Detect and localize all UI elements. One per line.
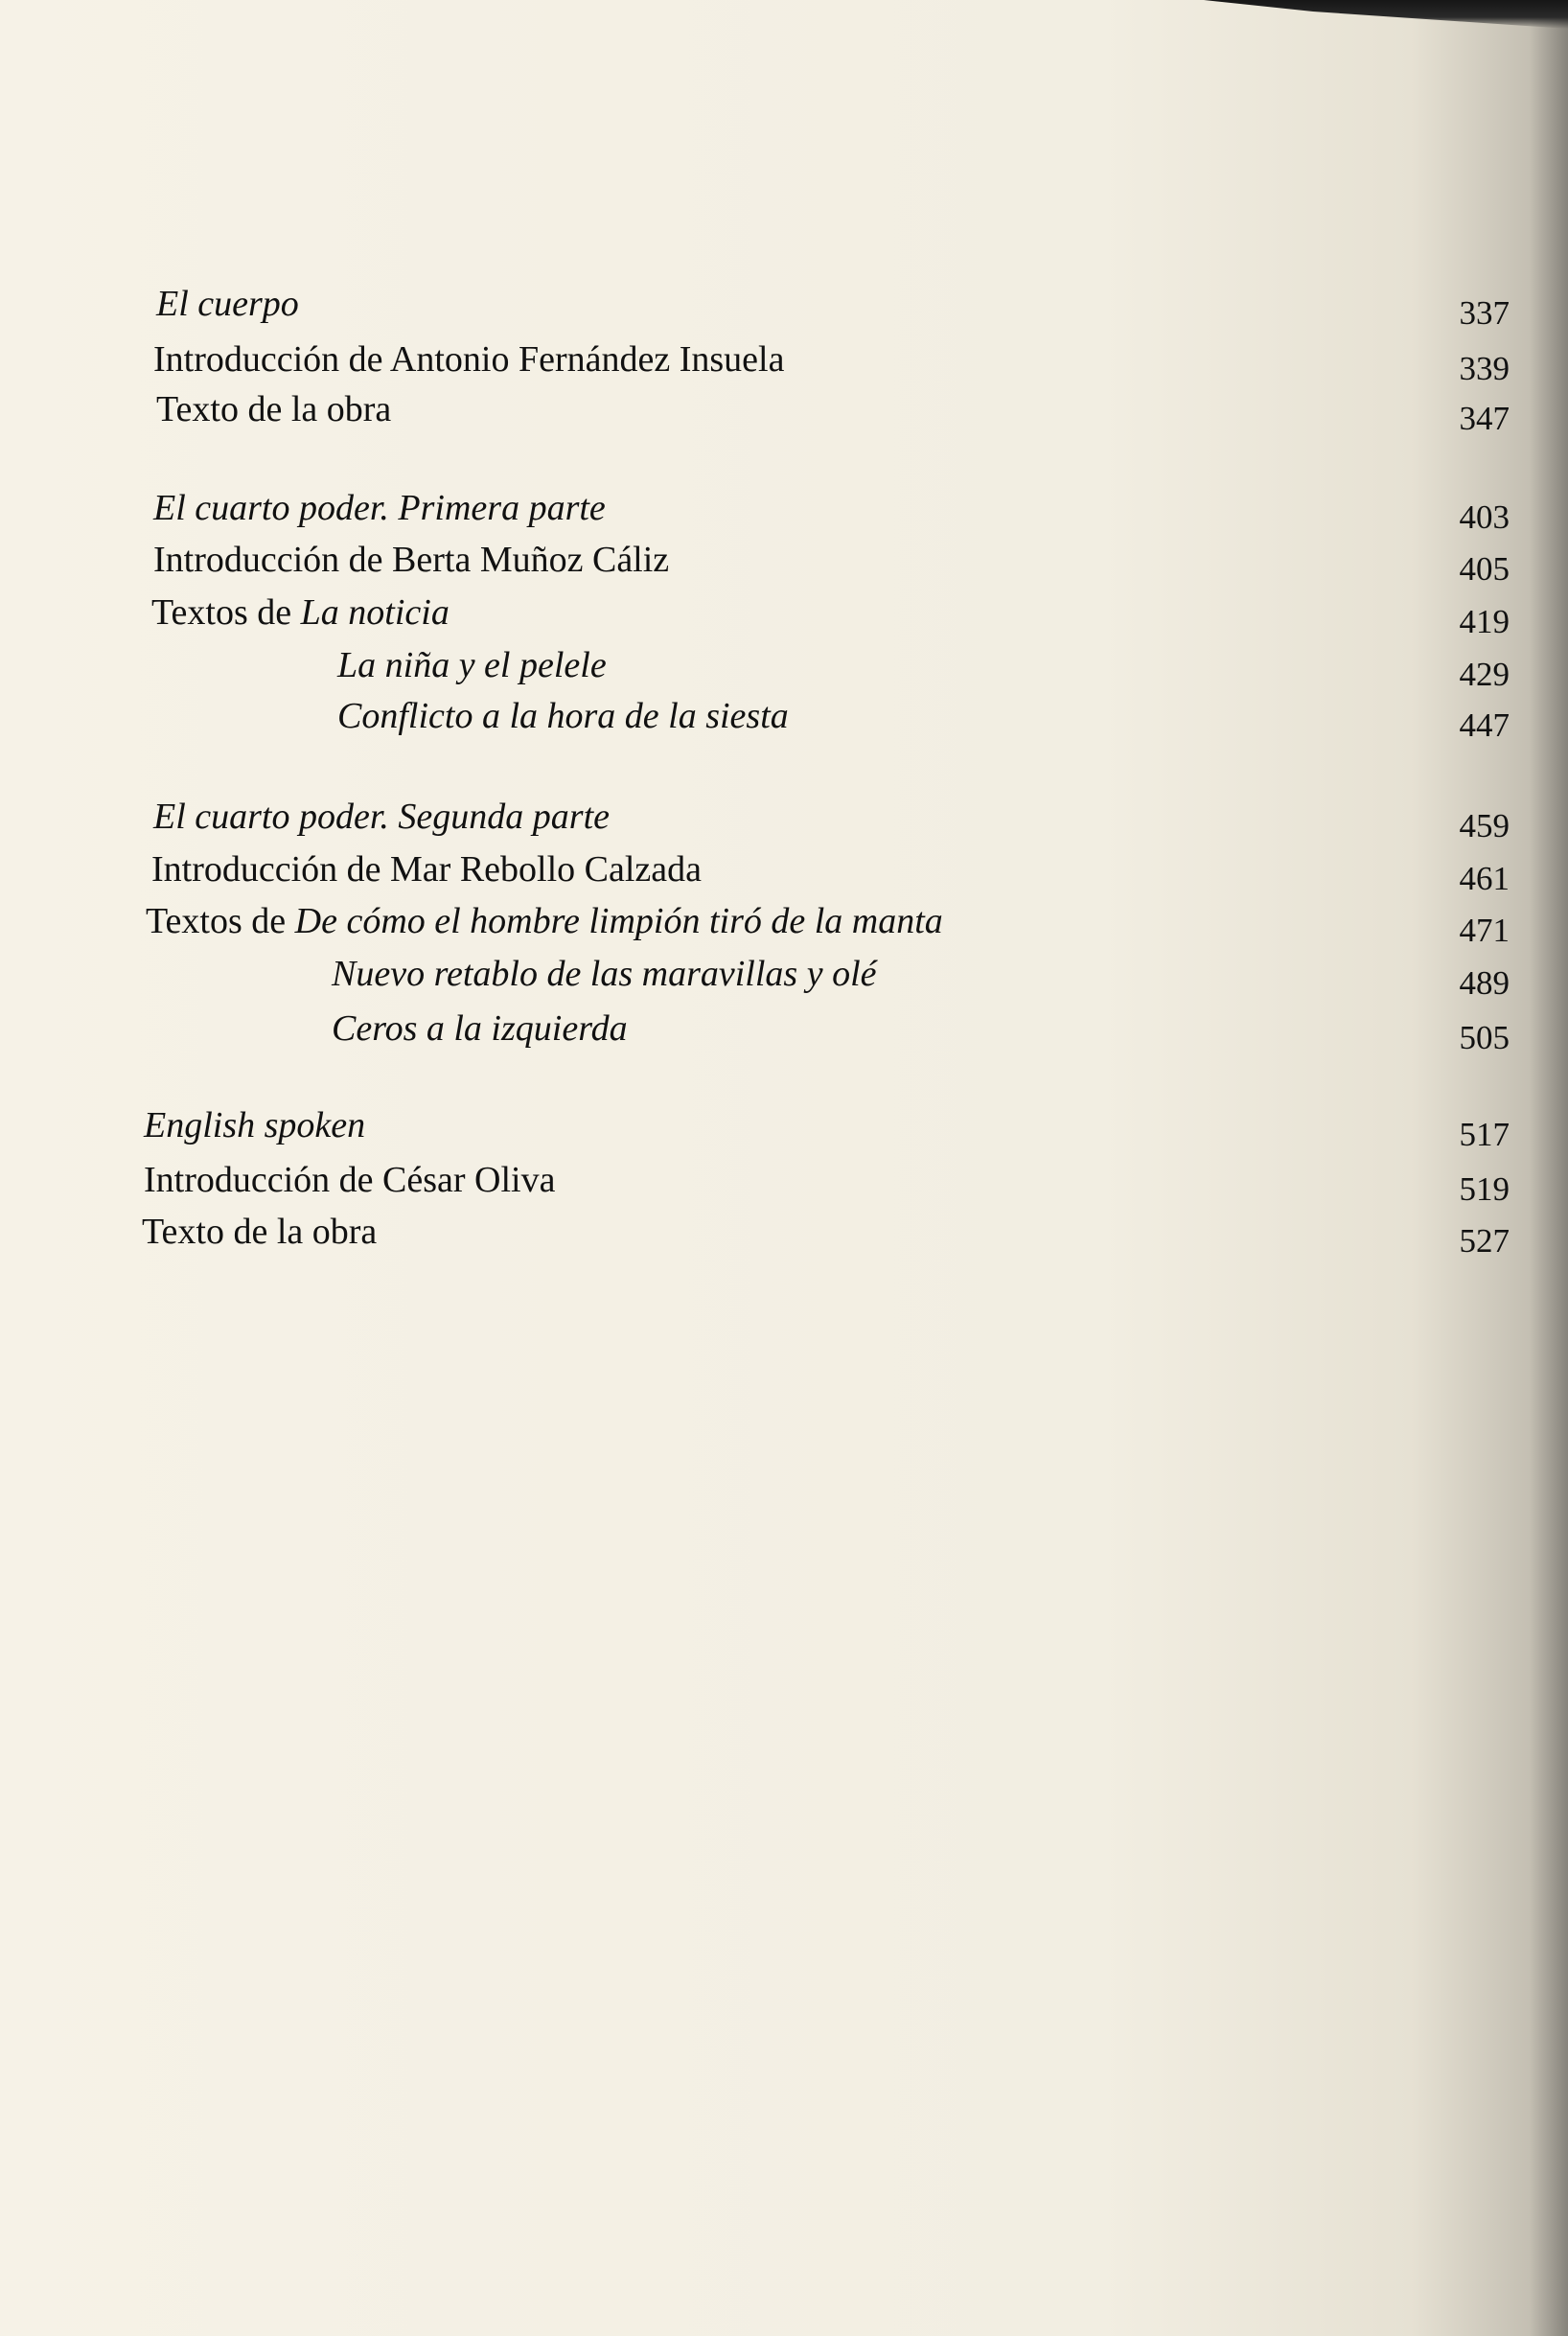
toc-entry-page-number: 461 bbox=[1459, 860, 1510, 897]
toc-entry-title bbox=[153, 482, 606, 534]
toc-title-part: Introducción de Mar Rebollo Calzada bbox=[151, 849, 703, 890]
toc-title-italic-part: La noticia bbox=[300, 592, 450, 633]
toc-entry bbox=[0, 534, 1514, 586]
toc-entry-page-number: 403 bbox=[1459, 498, 1510, 536]
toc-entry bbox=[0, 1206, 1514, 1258]
toc-entry-page-number: 505 bbox=[1459, 1019, 1510, 1056]
toc-title-italic-part: El cuarto poder. Primera parte bbox=[153, 488, 606, 528]
toc-entry-title bbox=[153, 334, 784, 385]
toc-entry bbox=[0, 1154, 1514, 1206]
toc-entry-title bbox=[142, 1206, 377, 1258]
toc-entry bbox=[0, 587, 1514, 638]
toc-entry bbox=[0, 895, 1514, 947]
toc-entry bbox=[0, 383, 1514, 435]
toc-entry-page-number: 447 bbox=[1459, 706, 1510, 744]
toc-entry-page-number: 517 bbox=[1459, 1116, 1510, 1153]
toc-entry-page-number: 337 bbox=[1459, 294, 1510, 332]
toc-entry-title bbox=[153, 534, 669, 586]
toc-entry bbox=[0, 639, 1514, 691]
toc-title-italic-part: English spoken bbox=[144, 1105, 366, 1145]
toc-entry bbox=[0, 482, 1514, 534]
toc-entry-page-number: 419 bbox=[1459, 603, 1510, 640]
toc-title-part: Texto de la obra bbox=[142, 1212, 378, 1252]
toc-entry-page-number: 429 bbox=[1459, 656, 1510, 693]
toc-entry bbox=[0, 791, 1514, 843]
toc-entry-page-number: 459 bbox=[1459, 807, 1510, 844]
toc-entry-title bbox=[146, 895, 943, 947]
toc-entry-title bbox=[332, 948, 877, 1000]
toc-entry-page-number: 347 bbox=[1459, 400, 1510, 437]
toc-entry-title bbox=[337, 639, 607, 691]
toc-title-part: Texto de la obra bbox=[156, 389, 392, 429]
toc-entry-title bbox=[337, 690, 789, 742]
toc-title-part: Textos de bbox=[146, 901, 295, 941]
toc-title-part: Introducción de Antonio Fernández Insuela bbox=[153, 339, 785, 380]
toc-entry-title bbox=[151, 844, 702, 895]
toc-entry-title bbox=[156, 278, 299, 330]
toc-entry-title bbox=[144, 1154, 555, 1206]
toc-entry bbox=[0, 690, 1514, 742]
toc-entry-title bbox=[153, 791, 610, 843]
toc-entry-page-number: 471 bbox=[1459, 912, 1510, 949]
toc-entry bbox=[0, 1003, 1514, 1054]
toc-entry-page-number: 405 bbox=[1459, 550, 1510, 588]
toc-title-part: Introducción de Berta Muñoz Cáliz bbox=[153, 540, 670, 580]
toc-entry-title bbox=[332, 1003, 628, 1054]
toc-entry bbox=[0, 278, 1514, 330]
toc-title-italic-part: Ceros a la izquierda bbox=[332, 1008, 628, 1049]
toc-entry bbox=[0, 334, 1514, 385]
toc-entry-page-number: 339 bbox=[1459, 350, 1510, 387]
toc-title-italic-part: Conflicto a la hora de la siesta bbox=[337, 696, 789, 736]
toc-entry bbox=[0, 948, 1514, 1000]
toc-entry-page-number: 527 bbox=[1459, 1222, 1510, 1260]
toc-title-italic-part: De cómo el hombre limpión tiró de la manta bbox=[294, 901, 943, 941]
toc-entry-title bbox=[156, 383, 391, 435]
toc-entry-title bbox=[144, 1099, 365, 1151]
toc-title-part: Textos de bbox=[151, 592, 301, 633]
toc-title-part: Introducción de César Oliva bbox=[144, 1160, 556, 1200]
toc-title-italic-part: Nuevo retablo de las maravillas y olé bbox=[332, 954, 877, 994]
toc-title-italic-part: La niña y el pelele bbox=[337, 645, 607, 685]
toc-entry-title bbox=[151, 587, 450, 638]
toc-entry-page-number: 489 bbox=[1459, 964, 1510, 1002]
toc-entry-page-number: 519 bbox=[1459, 1170, 1510, 1208]
toc-title-italic-part: El cuarto poder. Segunda parte bbox=[153, 797, 611, 837]
toc-entry bbox=[0, 844, 1514, 895]
toc-title-italic-part: El cuerpo bbox=[156, 284, 299, 324]
toc-entry bbox=[0, 1099, 1514, 1151]
